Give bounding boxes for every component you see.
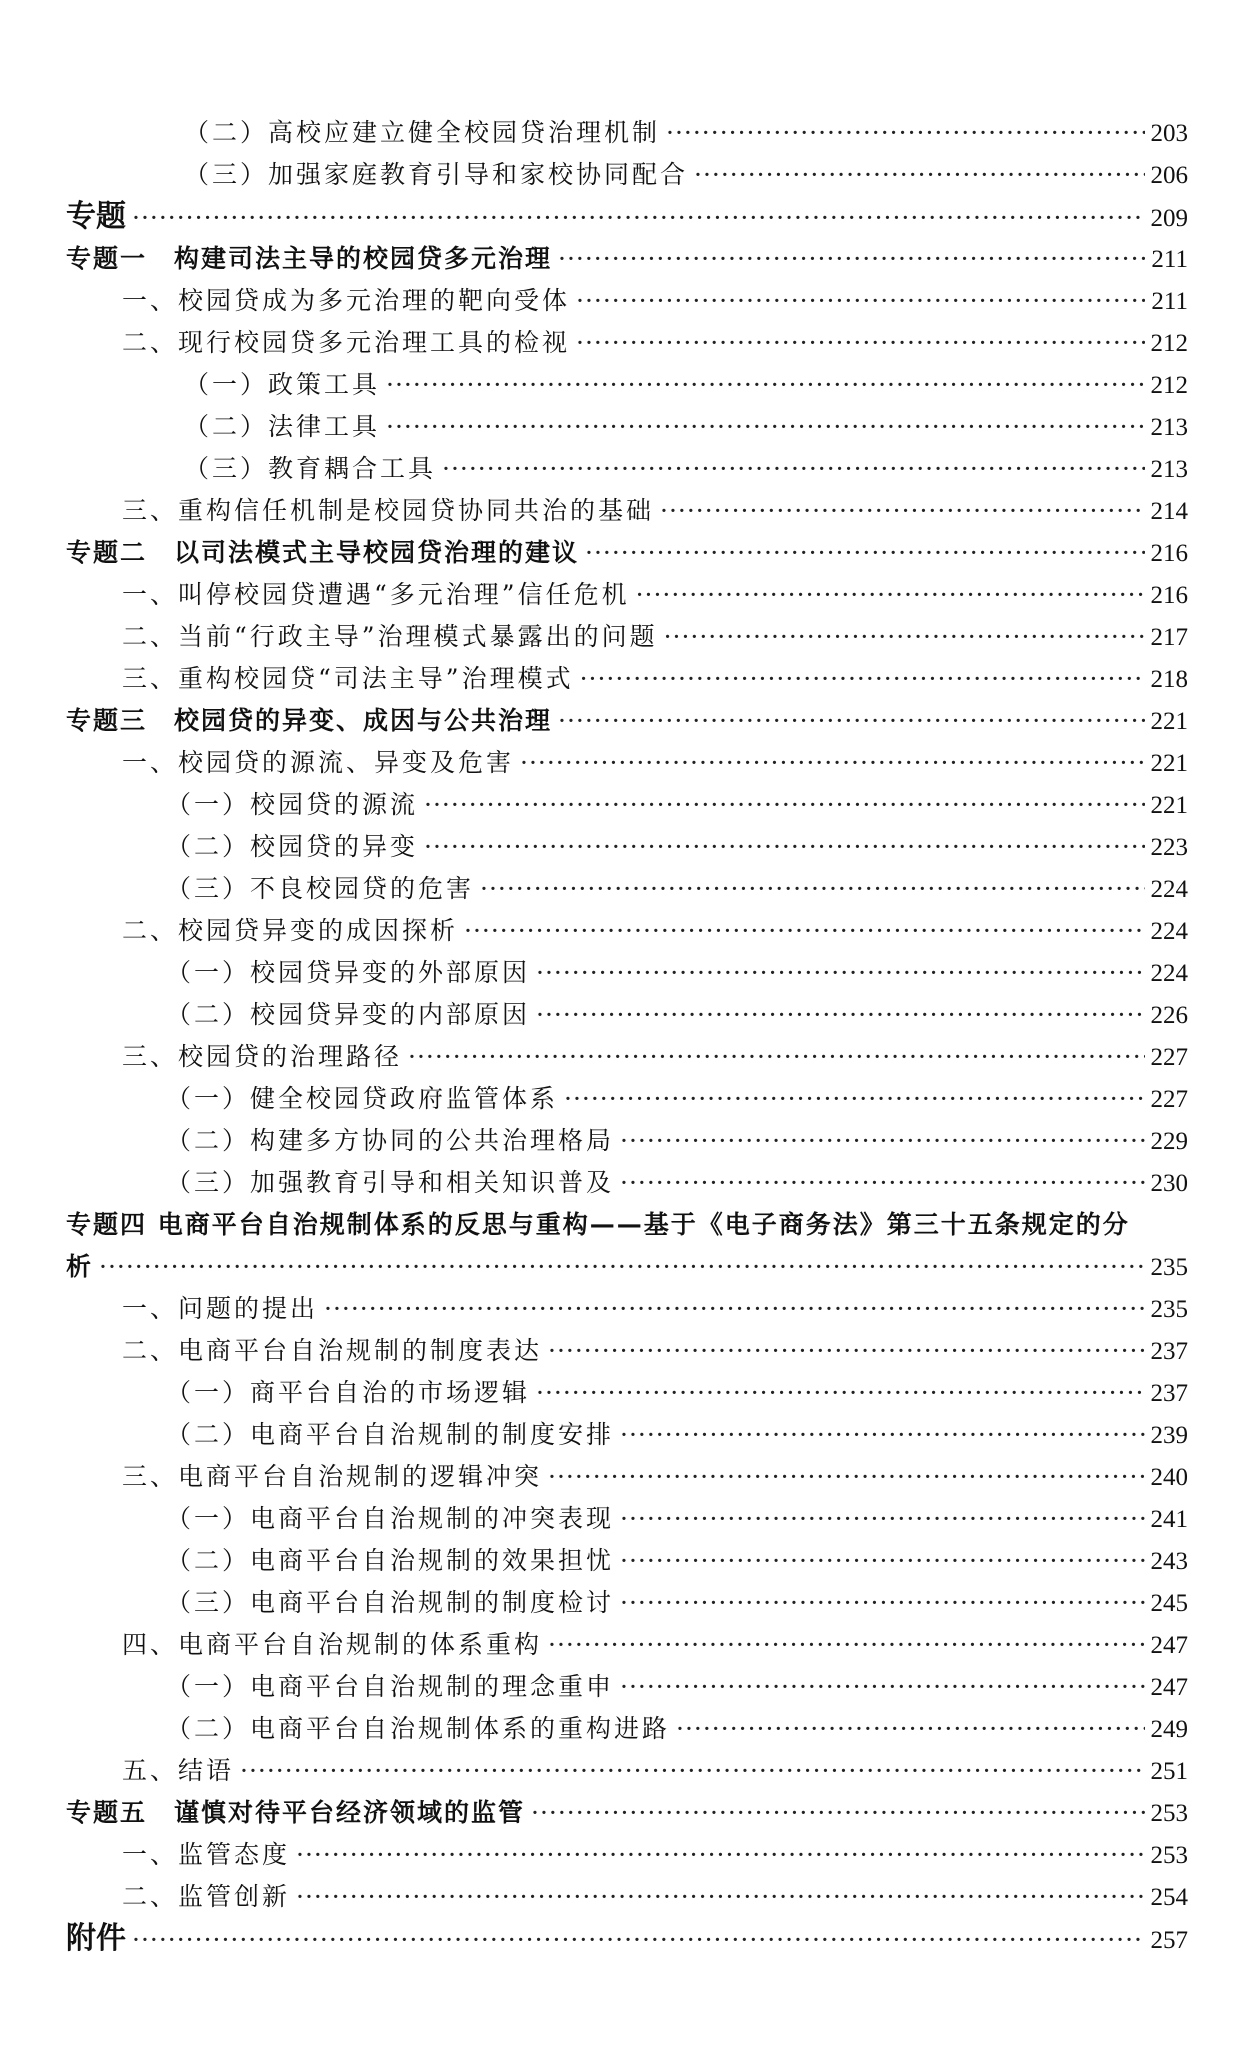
leader-dots xyxy=(620,1498,1144,1540)
leader-dots xyxy=(99,1246,1144,1288)
leader-dots xyxy=(424,784,1144,826)
toc-entry-title: （一）政策工具 xyxy=(184,370,381,399)
leader-dots xyxy=(480,868,1144,910)
leader-dots xyxy=(240,1750,1144,1792)
toc-entry[interactable] xyxy=(66,1498,1188,1540)
toc-entry[interactable] xyxy=(66,1162,1188,1204)
leader-dots xyxy=(676,1708,1144,1750)
toc-entry[interactable] xyxy=(66,910,1188,952)
leader-dots xyxy=(442,448,1144,490)
toc-entry[interactable] xyxy=(66,112,1188,154)
toc-entry-title: 附件 xyxy=(66,1921,126,1956)
toc-page-number: 224 xyxy=(1150,876,1188,903)
toc-page-number: 247 xyxy=(1150,1674,1188,1701)
toc-page-number: 211 xyxy=(1151,246,1188,273)
toc-entry[interactable] xyxy=(66,574,1188,616)
toc-entry-title: （三）加强教育引导和相关知识普及 xyxy=(166,1168,615,1197)
toc-page-number: 218 xyxy=(1150,666,1188,693)
toc-page-number: 247 xyxy=(1150,1632,1188,1659)
toc-entry-title: （一）商平台自治的市场逻辑 xyxy=(166,1378,531,1407)
toc-entry[interactable] xyxy=(66,1456,1188,1498)
toc-entry-title: 一、叫停校园贷遭遇“多元治理”信任危机 xyxy=(122,580,630,609)
toc-entry[interactable] xyxy=(66,826,1188,868)
leader-dots xyxy=(386,406,1144,448)
leader-dots xyxy=(536,952,1144,994)
leader-dots xyxy=(424,826,1144,868)
toc-page-number: 216 xyxy=(1150,540,1188,567)
leader-dots xyxy=(132,1919,1145,1961)
leader-dots xyxy=(558,700,1144,742)
toc-entry-title: （二）电商平台自治规制体系的重构进路 xyxy=(166,1714,671,1743)
toc-page-number: 206 xyxy=(1150,162,1188,189)
toc-entry-title: 一、监管态度 xyxy=(122,1840,291,1869)
leader-dots xyxy=(386,364,1144,406)
toc-page-number: 211 xyxy=(1151,288,1188,315)
leader-dots xyxy=(296,1834,1144,1876)
toc-entry-title-continued: 析 xyxy=(66,1252,94,1281)
toc-entry-title: （二）电商平台自治规制的制度安排 xyxy=(166,1420,615,1449)
toc-page-number: 226 xyxy=(1150,1002,1188,1029)
toc-entry[interactable] xyxy=(66,868,1188,910)
toc-entry[interactable] xyxy=(66,1372,1188,1414)
toc-entry[interactable] xyxy=(66,1414,1188,1456)
toc-entry[interactable] xyxy=(66,994,1188,1036)
toc-page-number: 221 xyxy=(1150,792,1188,819)
leader-dots xyxy=(536,1372,1144,1414)
leader-dots xyxy=(620,1414,1144,1456)
leader-dots xyxy=(548,1330,1144,1372)
toc-entry[interactable] xyxy=(66,322,1188,364)
table-of-contents xyxy=(66,112,1188,1960)
toc-entry-title: 专题四 电商平台自治规制体系的反思与重构——基于《电子商务法》第三十五条规定的分 xyxy=(66,1210,1130,1239)
toc-page-number: 227 xyxy=(1150,1044,1188,1071)
leader-dots xyxy=(666,112,1144,154)
toc-entry-title: （二）校园贷的异变 xyxy=(166,832,419,861)
leader-dots xyxy=(620,1540,1144,1582)
leader-dots xyxy=(531,1792,1144,1834)
toc-page-number: 213 xyxy=(1150,456,1188,483)
toc-entry-title: （一）校园贷异变的外部原因 xyxy=(166,958,531,987)
toc-entry-title: （三）教育耦合工具 xyxy=(184,454,437,483)
toc-entry-title: 专题 xyxy=(66,199,126,234)
toc-entry[interactable] xyxy=(66,406,1188,448)
toc-entry-title: 三、电商平台自治规制的逻辑冲突 xyxy=(122,1462,543,1491)
toc-entry[interactable] xyxy=(66,658,1188,700)
leader-dots xyxy=(324,1288,1144,1330)
toc-entry-title: 一、问题的提出 xyxy=(122,1294,319,1323)
toc-page-number: 212 xyxy=(1150,330,1188,357)
toc-entry-title: 二、监管创新 xyxy=(122,1882,291,1911)
toc-entry[interactable] xyxy=(66,1330,1188,1372)
toc-page-number: 237 xyxy=(1150,1338,1188,1365)
toc-page-number: 257 xyxy=(1150,1927,1188,1954)
toc-page-number: 229 xyxy=(1150,1128,1188,1155)
toc-entry[interactable] xyxy=(66,364,1188,406)
leader-dots xyxy=(464,910,1144,952)
toc-entry[interactable] xyxy=(66,1792,1188,1834)
toc-page-number: 253 xyxy=(1150,1842,1188,1869)
toc-entry[interactable] xyxy=(66,238,1188,280)
toc-page-number: 213 xyxy=(1150,414,1188,441)
leader-dots xyxy=(664,616,1145,658)
toc-page-number: 217 xyxy=(1150,624,1188,651)
toc-entry-title: （二）电商平台自治规制的效果担忧 xyxy=(166,1546,615,1575)
toc-entry-title: （一）电商平台自治规制的冲突表现 xyxy=(166,1504,615,1533)
toc-page-number: 224 xyxy=(1150,960,1188,987)
toc-entry-title: （二）法律工具 xyxy=(184,412,381,441)
toc-entry-title: 四、电商平台自治规制的体系重构 xyxy=(122,1630,543,1659)
toc-page-number: 239 xyxy=(1150,1422,1188,1449)
toc-entry[interactable] xyxy=(66,1078,1188,1120)
toc-entry-title: （三）加强家庭教育引导和家校协同配合 xyxy=(184,160,689,189)
toc-page-number: 209 xyxy=(1150,205,1188,232)
leader-dots xyxy=(694,154,1144,196)
toc-entry[interactable] xyxy=(66,154,1188,196)
toc-page-number: 251 xyxy=(1150,1758,1188,1785)
toc-page-number: 253 xyxy=(1150,1800,1188,1827)
toc-entry[interactable] xyxy=(66,196,1188,238)
toc-entry[interactable] xyxy=(66,1834,1188,1876)
toc-entry[interactable] xyxy=(66,448,1188,490)
toc-entry-title: 二、校园贷异变的成因探析 xyxy=(122,916,459,945)
toc-page-number: 254 xyxy=(1150,1884,1188,1911)
toc-entry-title: 专题五 谨慎对待平台经济领域的监管 xyxy=(66,1798,526,1827)
toc-entry-title: 一、校园贷的源流、异变及危害 xyxy=(122,748,515,777)
toc-entry[interactable] xyxy=(66,1288,1188,1330)
leader-dots xyxy=(548,1624,1144,1666)
toc-entry-title: 二、当前“行政主导”治理模式暴露出的问题 xyxy=(122,622,658,651)
leader-dots xyxy=(564,1078,1144,1120)
toc-page-number: 241 xyxy=(1150,1506,1188,1533)
toc-entry[interactable] xyxy=(66,280,1188,322)
toc-entry-title: （二）构建多方协同的公共治理格局 xyxy=(166,1126,615,1155)
toc-entry-title: 三、校园贷的治理路径 xyxy=(122,1042,403,1071)
toc-entry-title: （一）校园贷的源流 xyxy=(166,790,419,819)
leader-dots xyxy=(558,238,1145,280)
toc-page-number: 243 xyxy=(1150,1548,1188,1575)
leader-dots xyxy=(132,197,1145,239)
leader-dots xyxy=(620,1120,1144,1162)
toc-entry-title: 专题三 校园贷的异变、成因与公共治理 xyxy=(66,706,553,735)
toc-page-number: 245 xyxy=(1150,1590,1188,1617)
toc-page-number: 230 xyxy=(1150,1170,1188,1197)
toc-entry-title: （一）健全校园贷政府监管体系 xyxy=(166,1084,559,1113)
toc-entry-title: （二）高校应建立健全校园贷治理机制 xyxy=(184,118,661,147)
toc-page-number: 212 xyxy=(1150,372,1188,399)
toc-entry[interactable] xyxy=(66,1708,1188,1750)
toc-page-number: 249 xyxy=(1150,1716,1188,1743)
toc-entry[interactable] xyxy=(66,1204,1188,1288)
toc-entry[interactable] xyxy=(66,532,1188,574)
toc-entry-title: （三）不良校园贷的危害 xyxy=(166,874,475,903)
toc-entry[interactable] xyxy=(66,1540,1188,1582)
toc-entry-title: 专题一 构建司法主导的校园贷多元治理 xyxy=(66,244,553,273)
toc-page-number: 221 xyxy=(1150,708,1188,735)
toc-page-number: 216 xyxy=(1150,582,1188,609)
toc-page-number: 223 xyxy=(1150,834,1188,861)
toc-page-number: 227 xyxy=(1150,1086,1188,1113)
toc-page-number: 214 xyxy=(1150,498,1188,525)
toc-page-number: 240 xyxy=(1150,1464,1188,1491)
leader-dots xyxy=(548,1456,1144,1498)
toc-entry-title: （二）校园贷异变的内部原因 xyxy=(166,1000,531,1029)
leader-dots xyxy=(296,1876,1144,1918)
toc-page-number: 221 xyxy=(1150,750,1188,777)
toc-entry-title: （一）电商平台自治规制的理念重申 xyxy=(166,1672,615,1701)
toc-entry[interactable] xyxy=(66,1120,1188,1162)
leader-dots xyxy=(620,1582,1144,1624)
toc-entry[interactable] xyxy=(66,700,1188,742)
toc-page-number: 235 xyxy=(1150,1296,1188,1323)
leader-dots xyxy=(636,574,1145,616)
toc-entry[interactable] xyxy=(66,952,1188,994)
leader-dots xyxy=(585,532,1144,574)
toc-entry[interactable] xyxy=(66,742,1188,784)
toc-entry-title: 三、重构信任机制是校园贷协同共治的基础 xyxy=(122,496,655,525)
leader-dots xyxy=(576,280,1145,322)
leader-dots xyxy=(620,1162,1144,1204)
toc-page-number: 237 xyxy=(1150,1380,1188,1407)
toc-entry-title: 专题二 以司法模式主导校园贷治理的建议 xyxy=(66,538,580,567)
toc-page-number: 203 xyxy=(1150,120,1188,147)
toc-entry[interactable] xyxy=(66,1750,1188,1792)
toc-entry[interactable] xyxy=(66,490,1188,532)
toc-entry-title: 一、校园贷成为多元治理的靶向受体 xyxy=(122,286,571,315)
toc-entry[interactable] xyxy=(66,1666,1188,1708)
toc-entry-title: （三）电商平台自治规制的制度检讨 xyxy=(166,1588,615,1617)
toc-entry-title: 三、重构校园贷“司法主导”治理模式 xyxy=(122,664,574,693)
toc-entry[interactable] xyxy=(66,1582,1188,1624)
toc-page-number: 224 xyxy=(1150,918,1188,945)
leader-dots xyxy=(576,322,1144,364)
toc-entry-title: 五、结语 xyxy=(122,1756,235,1785)
leader-dots xyxy=(408,1036,1144,1078)
toc-entry[interactable] xyxy=(66,1876,1188,1918)
toc-entry[interactable] xyxy=(66,1918,1188,1960)
toc-entry[interactable] xyxy=(66,1624,1188,1666)
toc-entry[interactable] xyxy=(66,1036,1188,1078)
leader-dots xyxy=(660,490,1144,532)
toc-entry-title: 二、电商平台自治规制的制度表达 xyxy=(122,1336,543,1365)
leader-dots xyxy=(520,742,1144,784)
leader-dots xyxy=(580,658,1145,700)
toc-entry[interactable] xyxy=(66,616,1188,658)
toc-entry-title: 二、现行校园贷多元治理工具的检视 xyxy=(122,328,571,357)
leader-dots xyxy=(536,994,1144,1036)
leader-dots xyxy=(620,1666,1144,1708)
toc-entry[interactable] xyxy=(66,784,1188,826)
toc-page-number: 235 xyxy=(1150,1254,1188,1281)
